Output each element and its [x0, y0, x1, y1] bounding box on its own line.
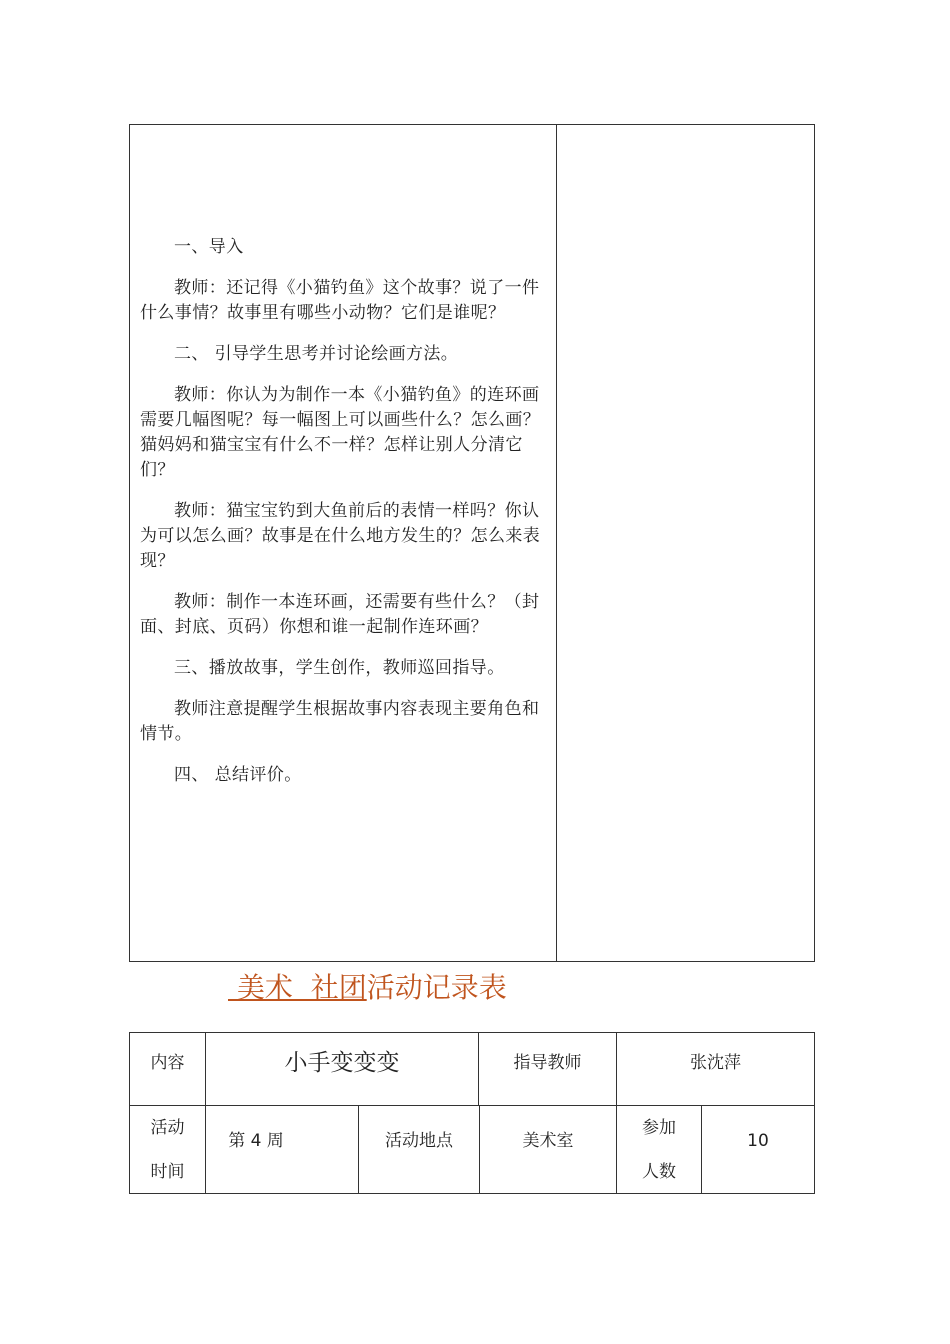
- teacher-value: 张沈萍: [690, 1053, 741, 1073]
- time-label-line2: 时间: [150, 1161, 185, 1182]
- record-title-suffix: 活动记录表: [366, 971, 507, 1004]
- paragraph-teacher-1: 教师：还记得《小猫钓鱼》这个故事？说了一件什么事情？故事里有哪些小动物？它们是谁呢？: [140, 278, 540, 323]
- time-label: [130, 1106, 205, 1193]
- count-label-line2: 人数: [642, 1161, 676, 1182]
- paragraph-teacher-4: 教师：制作一本连环画，还需要有些什么？（封面、封底、页码）你想和谁一起制作连环画？: [140, 592, 540, 637]
- paragraph-teacher-2: 教师：你认为为制作一本《小猫钓鱼》的连环画需要几幅图呢？每一幅图上可以画些什么？怎么画？猫妈妈和猫宝宝有什么不一样？怎样让别人分清它们？: [140, 385, 541, 480]
- section-create: 三、播放故事，学生创作，教师巡回指导。: [174, 658, 505, 678]
- record-title-club: 美术 社团: [228, 971, 367, 1004]
- section-summary: 四、 总结评价。: [174, 765, 302, 785]
- section-guide: 二、 引导学生思考并讨论绘画方法。: [174, 344, 459, 364]
- paragraph-teacher-3: 教师：猫宝宝钓到大鱼前后的表情一样吗？你认为可以怎么画？故事是在什么地方发生的？怎么来表现？: [140, 501, 541, 571]
- column-divider: [556, 125, 557, 961]
- paragraph-note: 教师注意提醒学生根据故事内容表现主要角色和情节。: [140, 699, 540, 744]
- place-label: 活动地点: [385, 1131, 453, 1151]
- teacher-label: 指导教师: [513, 1053, 582, 1073]
- count-value: 10: [747, 1131, 769, 1151]
- time-label-line1: 活动: [150, 1117, 185, 1138]
- record-title: [228, 968, 507, 1008]
- week-value: 第 4 周: [228, 1131, 284, 1151]
- content-label: 内容: [150, 1053, 185, 1073]
- content-value: 小手变变变: [284, 1050, 400, 1076]
- place-value: 美术室: [522, 1131, 574, 1151]
- lesson-plan-table: [129, 124, 815, 962]
- count-label: [617, 1106, 701, 1193]
- count-label-line1: 参加: [642, 1117, 676, 1138]
- record-table: [129, 1032, 815, 1194]
- section-intro: 一、导入: [174, 237, 244, 257]
- lesson-content: [140, 235, 544, 804]
